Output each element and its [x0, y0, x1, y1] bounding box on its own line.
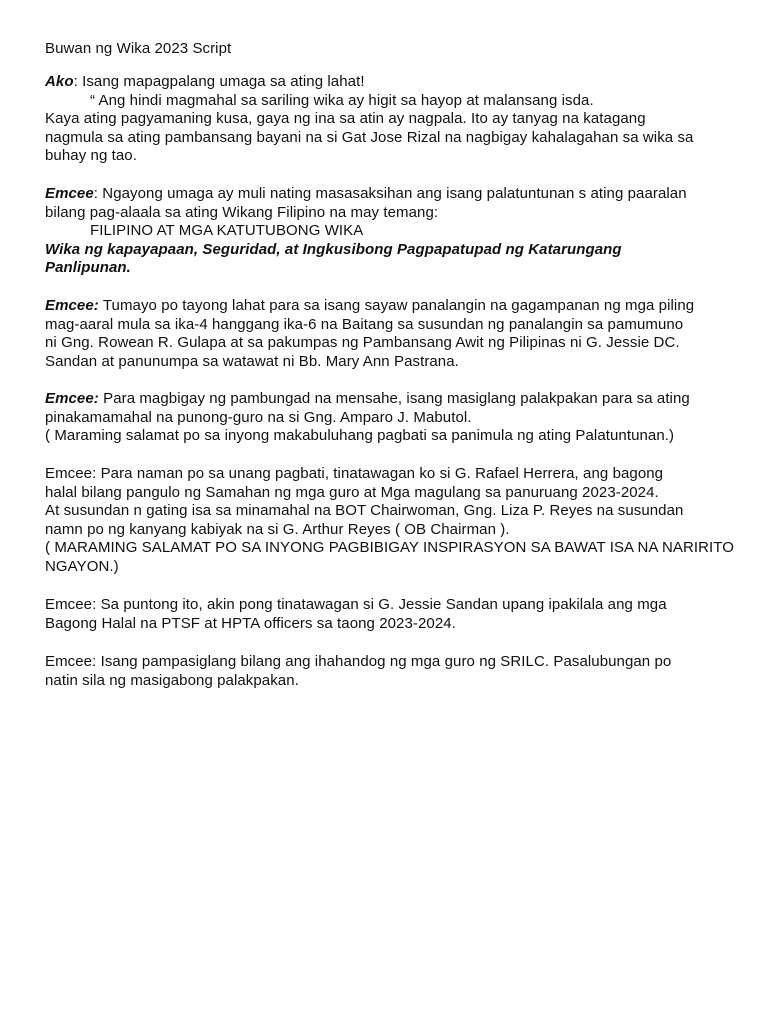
- greetings-line-6: NGAYON.): [45, 557, 119, 575]
- greetings-line-4: namn po ng kanyang kabiyak na si G. Arthur Reyes ( OB Chairman ).: [45, 520, 510, 538]
- document-title: Buwan ng Wika 2023 Script: [45, 40, 232, 57]
- performance-section: [45, 653, 750, 690]
- opening-line-1: [45, 73, 750, 92]
- prayer-text: Tumayo po tayong lahat para sa isang sayaw panalangin na gagampanan ng mga piling: [98, 297, 695, 314]
- opening-line-5: buhay ng tao.: [45, 147, 137, 165]
- greetings-line-5: ( MARAMING SALAMAT PO SA INYONG PAGBIBIGAY INSPIRASYON SA BAWAT ISA NA NARIRITO: [45, 539, 734, 557]
- speaker-label: Ako: [45, 73, 74, 90]
- prayer-line-2: mag-aaral mula sa ika-4 hanggang ika-6 na Baitang sa susundan ng panalangin sa pamumuno: [45, 315, 684, 333]
- officers-line-1: Emcee: Sa puntong ito, akin pong tinatawagan si G. Jessie Sandan upang ipakilala ang mga: [45, 596, 667, 613]
- welcome-text: Para magbigay ng pambungad na mensahe, isang masiglang palakpakan para sa ating: [98, 390, 690, 407]
- welcome-line-1: [45, 390, 750, 409]
- welcome-message-section: [45, 390, 750, 446]
- greetings-section: [45, 465, 750, 577]
- greetings-line-1: Emcee: Para naman po sa unang pagbati, tinatawagan ko si G. Rafael Herrera, ang bagong: [45, 465, 664, 482]
- document-title-block: [45, 40, 750, 59]
- opening-line-3: Kaya ating pagyamaning kusa, gaya ng ina sa atin ay nagpala. Ito ay tanyag na katagang: [45, 110, 646, 128]
- prayer-line-1: [45, 297, 750, 316]
- performance-line-2: natin sila ng masigabong palakpakan.: [45, 671, 299, 689]
- prayer-line-3: ni Gng. Rowean R. Gulapa at sa pakumpas ng Pambansang Awit ng Pilipinas ni G. Jessie DC.: [45, 334, 680, 352]
- theme-title-line-1: Wika ng kapayapaan, Seguridad, at Ingkusibong Pagpapatupad ng Katarungang: [45, 240, 622, 258]
- speaker-label: Emcee: [45, 185, 94, 202]
- greetings-line-3: At susundan n gating isa sa minamahal na BOT Chairwoman, Gng. Liza P. Reyes na susundan: [45, 502, 684, 520]
- quote-line: “ Ang hindi magmahal sa sariling wika ay higit sa hayop at malansang isda.: [90, 91, 594, 109]
- theme-title-line-2: Panlipunan.: [45, 259, 131, 277]
- welcome-line-2: pinakamamahal na punong-guro na si Gng. Amparo J. Mabutol.: [45, 408, 472, 426]
- welcome-line-3: ( Maraming salamat po sa inyong makabuluhang pagbati sa panimula ng ating Palatuntunan.): [45, 427, 675, 445]
- prayer-line-4: Sandan at panunumpa sa watawat ni Bb. Mary Ann Pastrana.: [45, 352, 459, 370]
- greeting-text: : Isang mapagpalang umaga sa ating lahat!: [73, 73, 365, 90]
- speaker-label: Emcee:: [45, 390, 99, 407]
- theme-intro-text: : Ngayong umaga ay muli nating masasaksihan ang isang palatuntunan s ating paaralan: [93, 185, 687, 202]
- theme-line-1: [45, 185, 750, 204]
- opening-section: [45, 73, 750, 166]
- performance-line-1: Emcee: Isang pampasiglang bilang ang ihahandog ng mga guro ng SRILC. Pasalubungan po: [45, 653, 672, 670]
- officers-section: [45, 596, 750, 633]
- officers-line-2: Bagong Halal na PTSF at HPTA officers sa taong 2023-2024.: [45, 614, 456, 632]
- theme-line-2: bilang pag-alaala sa ating Wikang Filipino na may temang:: [45, 203, 439, 221]
- theme-section: [45, 185, 750, 278]
- opening-line-4: nagmula sa ating pambansang bayani na si Gat Jose Rizal na nagbigay kahalagahan sa wika sa: [45, 128, 694, 146]
- theme-heading: FILIPINO AT MGA KATUTUBONG WIKA: [90, 222, 364, 240]
- speaker-label: Emcee:: [45, 297, 99, 314]
- greetings-line-2: halal bilang pangulo ng Samahan ng mga guro at Mga magulang sa panuruang 2023-2024.: [45, 483, 659, 501]
- prayer-section: [45, 297, 750, 371]
